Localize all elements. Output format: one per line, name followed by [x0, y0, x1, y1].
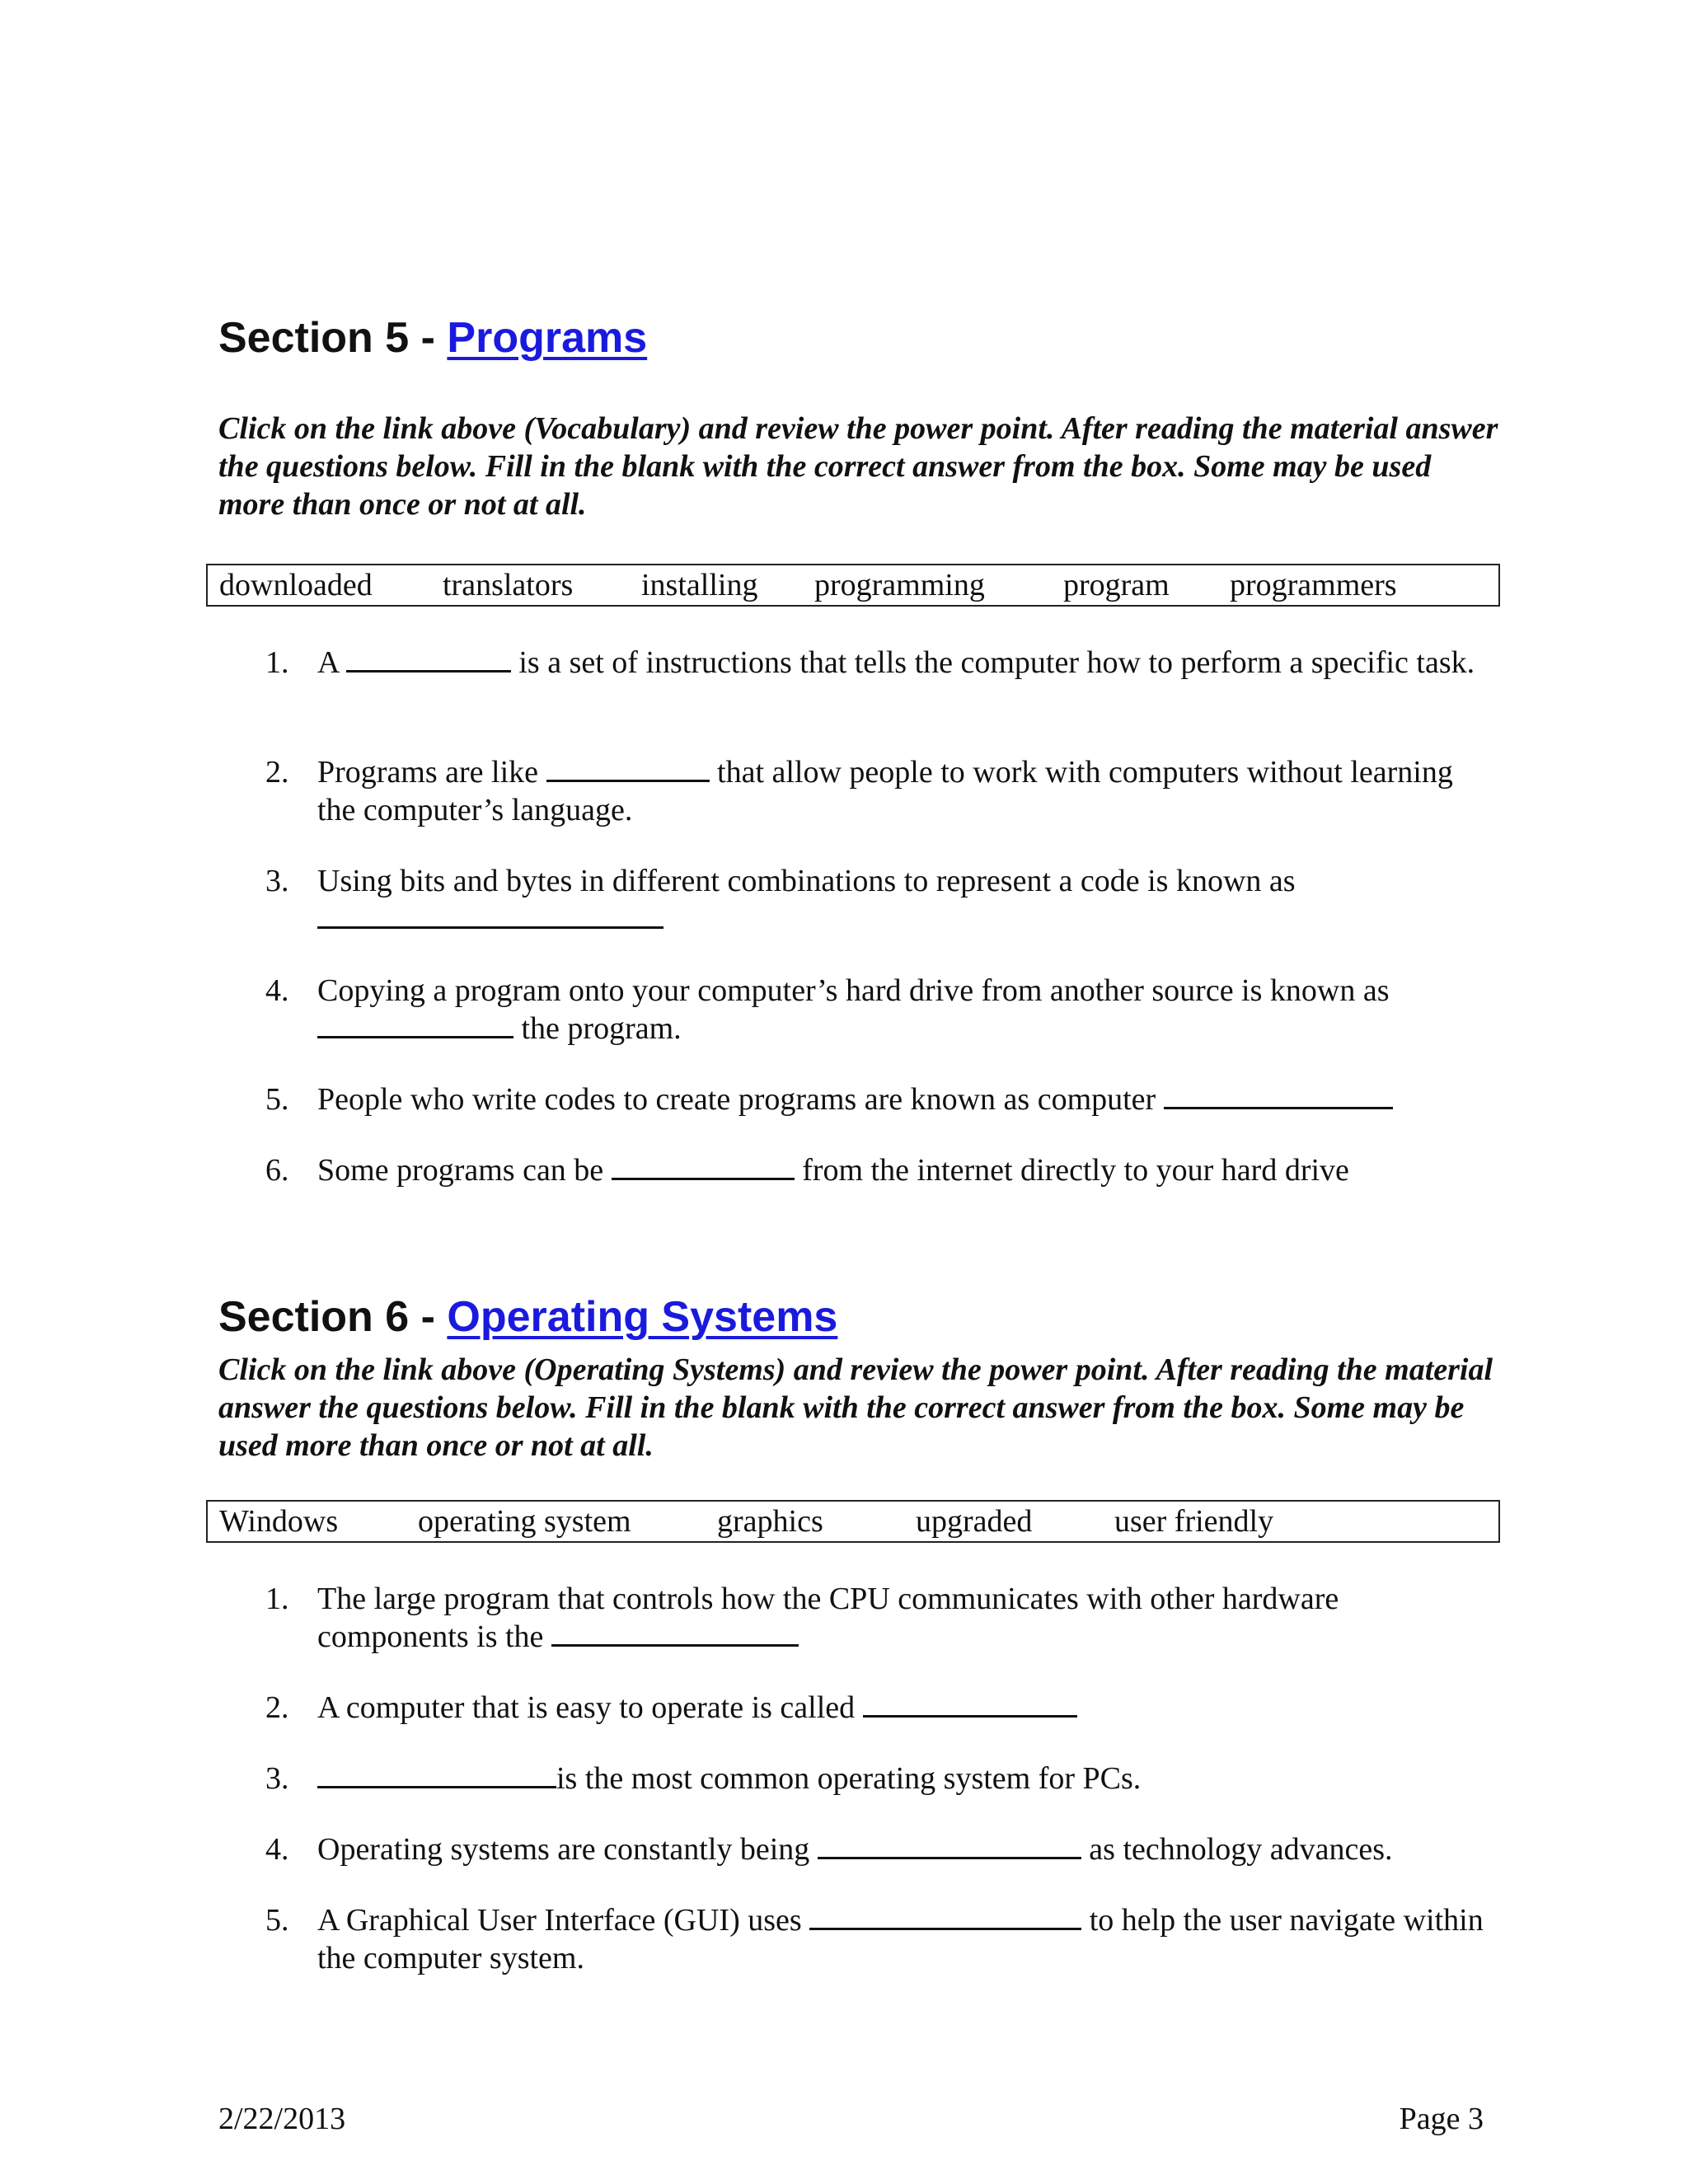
- question-text: Copying a program onto your computer’s hard drive from another source is known as: [317, 973, 1390, 1008]
- word-bank-item: user friendly: [1114, 1504, 1274, 1539]
- word-bank-item: program: [1063, 568, 1170, 602]
- answer-blank[interactable]: [1164, 1080, 1393, 1109]
- operating-systems-link[interactable]: Operating Systems: [447, 1293, 838, 1341]
- answer-blank[interactable]: [346, 644, 511, 673]
- question-text: that allow people to work with computers without learning the computer’s language.: [317, 755, 1453, 827]
- question-number: 5.: [265, 1082, 289, 1117]
- question-text: Using bits and bytes in different combinations to represent a code is known as: [317, 864, 1296, 898]
- word-bank-item: programming: [814, 568, 985, 602]
- section-5-instructions: Click on the link above (Vocabulary) and review the power point. After reading the material answer the questions below. Fill in the blank with the correct answer from the box. Some may be used more than once or not at all.: [218, 411, 1498, 522]
- section-5-word-bank: [206, 564, 1500, 607]
- question-text: A Graphical User Interface (GUI) uses: [317, 1903, 810, 1938]
- question-number: 1.: [265, 645, 289, 680]
- section-6-word-bank: [206, 1500, 1500, 1543]
- section-6-prefix: Section 6 -: [218, 1293, 448, 1341]
- question-text: A: [317, 645, 346, 680]
- footer-page-number: Page 3: [1399, 2102, 1484, 2136]
- question-number: 5.: [265, 1903, 289, 1938]
- word-bank-item: installing: [641, 568, 758, 602]
- question-text: as technology advances.: [1081, 1832, 1393, 1867]
- word-bank-item: programmers: [1230, 568, 1397, 602]
- question-number: 6.: [265, 1153, 289, 1188]
- question-number: 4.: [265, 1832, 289, 1867]
- word-bank-item: translators: [443, 568, 574, 602]
- question-number: 2.: [265, 755, 289, 790]
- question-text: to help the user navigate within the computer system.: [317, 1903, 1484, 1975]
- question-number: 1.: [265, 1582, 289, 1616]
- footer-date: 2/22/2013: [218, 2102, 346, 2136]
- question-text: The large program that controls how the CPU communicates with other hardware components is the: [317, 1582, 1339, 1654]
- answer-blank[interactable]: [818, 1830, 1081, 1859]
- section-6-instructions: Click on the link above (Operating Systems) and review the power point. After reading the material answer the questions below. Fill in the blank with the correct answer from the box. Some may be used more than once or not at all.: [218, 1352, 1493, 1463]
- word-bank-item: operating system: [418, 1504, 631, 1539]
- word-bank-item: graphics: [717, 1504, 823, 1539]
- question-text: is a set of instructions that tells the computer how to perform a specific task.: [510, 645, 1475, 680]
- answer-blank[interactable]: [546, 753, 710, 782]
- answer-blank[interactable]: [551, 1618, 799, 1647]
- question-text: is the most common operating system for PCs.: [556, 1761, 1142, 1796]
- question-number: 3.: [265, 1761, 289, 1796]
- answer-blank[interactable]: [809, 1901, 1081, 1930]
- word-bank-item: Windows: [219, 1504, 339, 1539]
- question-number: 2.: [265, 1690, 289, 1725]
- answer-blank[interactable]: [612, 1151, 795, 1180]
- programs-link[interactable]: Programs: [447, 314, 648, 362]
- question-text: from the internet directly to your hard drive: [794, 1153, 1349, 1188]
- answer-blank[interactable]: [317, 1010, 513, 1038]
- answer-blank[interactable]: [317, 1760, 556, 1788]
- question-text: Operating systems are constantly being: [317, 1832, 818, 1867]
- section-5-prefix: Section 5 -: [218, 314, 448, 362]
- question-number: 3.: [265, 864, 289, 898]
- question-text: Programs are like: [317, 755, 546, 790]
- question-text: Some programs can be: [317, 1153, 612, 1188]
- word-bank-item: upgraded: [916, 1504, 1033, 1539]
- question-text: the program.: [513, 1011, 682, 1046]
- question-number: 4.: [265, 973, 289, 1008]
- answer-blank[interactable]: [863, 1689, 1077, 1718]
- section-6-title: [218, 1292, 837, 1342]
- answer-blank[interactable]: [317, 900, 663, 929]
- section-5-title: [218, 313, 647, 363]
- word-bank-item: downloaded: [219, 568, 373, 602]
- question-text: A computer that is easy to operate is called: [317, 1690, 863, 1725]
- question-text: People who write codes to create programs are known as computer: [317, 1082, 1164, 1117]
